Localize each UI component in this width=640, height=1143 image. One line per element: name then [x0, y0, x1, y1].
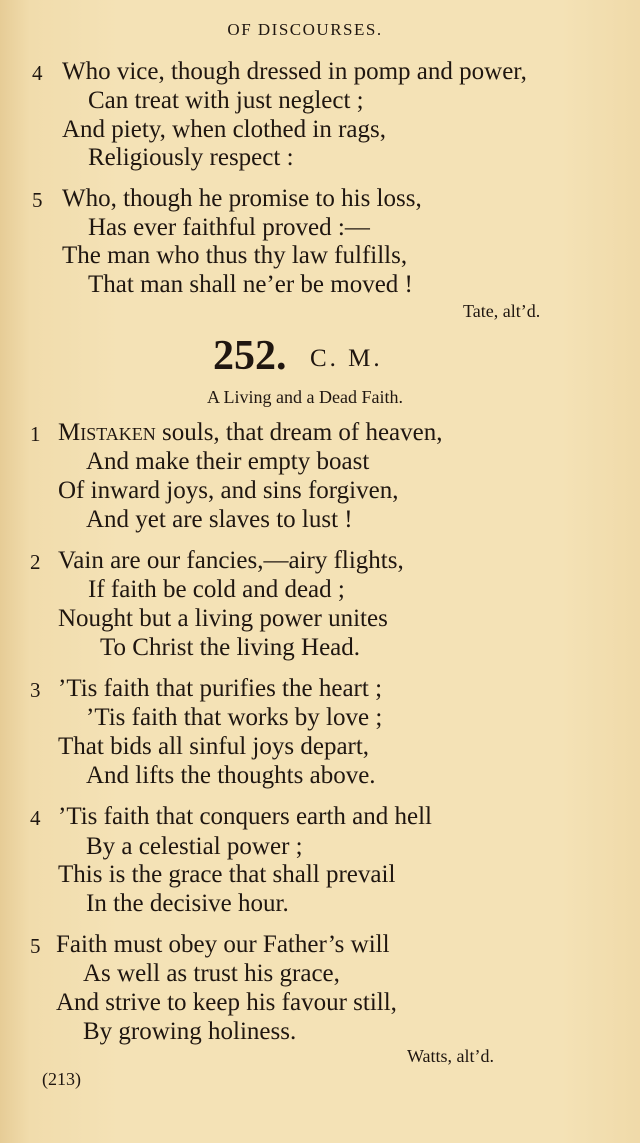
- verse-line: Of inward joys, and sins forgiven,: [58, 477, 399, 504]
- stanza-number: 3: [30, 678, 41, 702]
- stanza-number: 5: [32, 188, 43, 212]
- stanza-number: 2: [30, 550, 41, 574]
- hymn-attribution: Watts, alt’d.: [407, 1046, 495, 1066]
- verse-line: ’Tis faith that purifies the heart ;: [58, 675, 383, 702]
- verse-line-rest: souls, that dream of heaven,: [155, 419, 443, 446]
- verse-line: By a celestial power ;: [86, 833, 303, 860]
- verse-line: Who, though he promise to his loss,: [62, 185, 422, 212]
- verse-line: As well as trust his grace,: [83, 960, 340, 987]
- hymn-title: A Living and a Dead Faith.: [207, 387, 403, 407]
- verse-line: Nought but a living power unites: [58, 605, 388, 632]
- prev-hymn-attribution: Tate, alt’d.: [463, 301, 541, 321]
- verse-line: That bids all sinful joys depart,: [58, 733, 370, 760]
- verse-line: The man who thus thy law fulfills,: [62, 242, 408, 269]
- verse-line: Has ever faithful proved :—: [88, 214, 370, 241]
- verse-line: Can treat with just neglect ;: [88, 87, 364, 114]
- verse-line: If faith be cold and dead ;: [88, 576, 345, 603]
- stanza-number: 5: [30, 934, 41, 958]
- stanza-number: 4: [32, 61, 43, 85]
- verse-line: ’Tis faith that works by love ;: [86, 704, 383, 731]
- stanza-number: 1: [30, 422, 41, 446]
- page-folio: (213): [42, 1069, 81, 1089]
- verse-line: In the decisive hour.: [86, 890, 289, 917]
- verse-line: Religiously respect :: [88, 144, 294, 171]
- running-head: OF DISCOURSES.: [227, 20, 383, 39]
- verse-line: This is the grace that shall prevail: [58, 861, 396, 888]
- verse-line: And strive to keep his favour still,: [56, 989, 397, 1016]
- verse-line: And lifts the thoughts above.: [86, 762, 376, 789]
- dropword: Mistaken: [58, 419, 156, 446]
- verse-line: And yet are slaves to lust !: [86, 506, 353, 533]
- verse-line: ’Tis faith that conquers earth and hell: [58, 803, 432, 830]
- verse-line: That man shall ne’er be moved !: [88, 271, 413, 298]
- hymn-number: 252.: [213, 333, 287, 379]
- hymn-meter: C. M.: [310, 345, 383, 372]
- verse-line-first: [58, 418, 443, 448]
- verse-line: And piety, when clothed in rags,: [62, 116, 386, 143]
- verse-line: By growing holiness.: [83, 1018, 297, 1045]
- verse-line: To Christ the living Head.: [100, 634, 361, 661]
- verse-line: Faith must obey our Father’s will: [56, 931, 390, 958]
- verse-line: Who vice, though dressed in pomp and power,: [62, 58, 527, 85]
- stanza-number: 4: [30, 806, 41, 830]
- verse-line: Vain are our fancies,—airy flights,: [58, 547, 404, 574]
- verse-line: And make their empty boast: [86, 448, 370, 475]
